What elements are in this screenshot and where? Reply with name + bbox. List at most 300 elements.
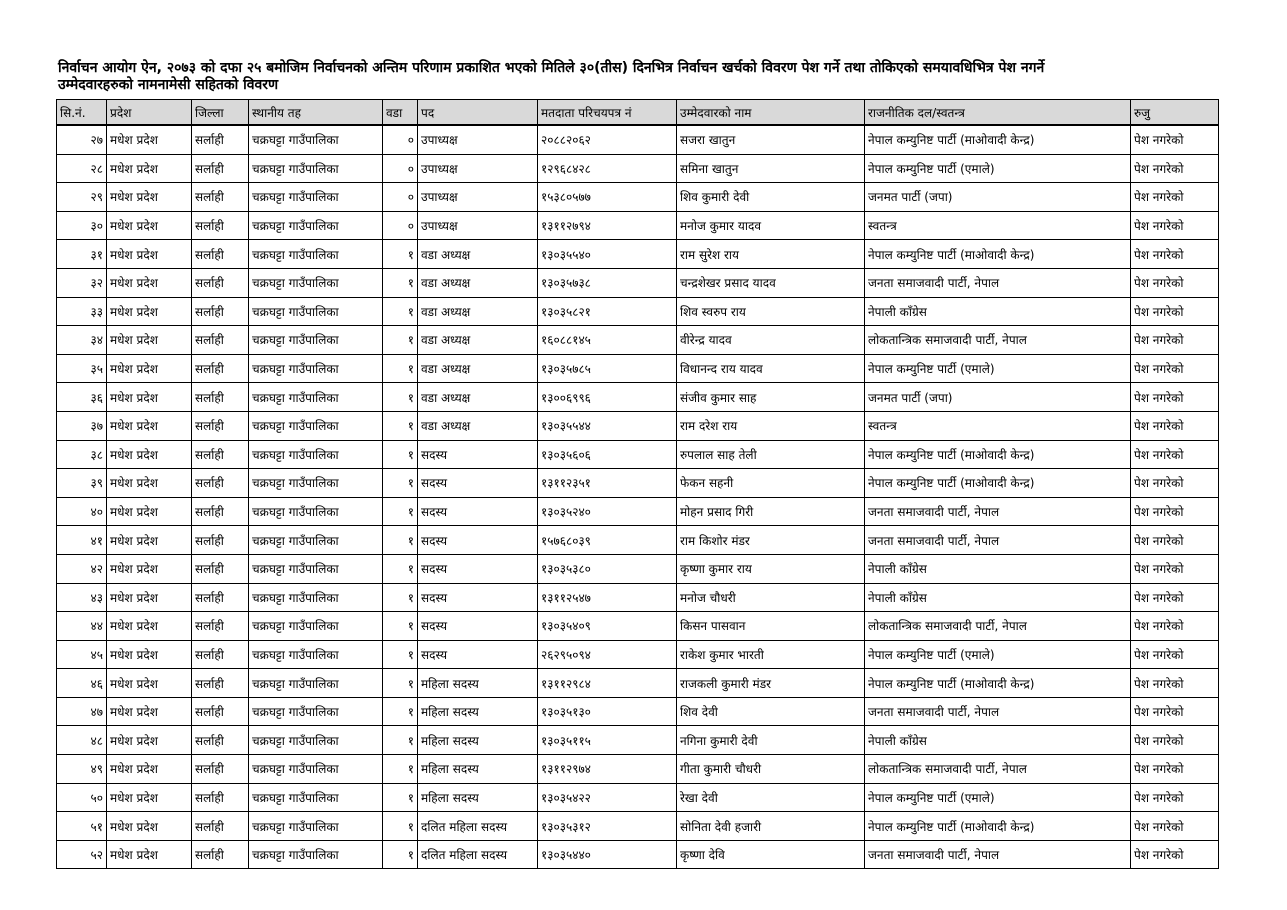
- cell-post: सदस्य: [418, 469, 538, 498]
- cell-voter-id: १५३८०५७७: [538, 183, 677, 212]
- cell-party: जनता समाजवादी पार्टी, नेपाल: [865, 840, 1131, 869]
- cell-post: वडा अध्यक्ष: [418, 354, 538, 383]
- cell-district: सर्लाही: [192, 812, 249, 841]
- cell-ward: १: [383, 840, 418, 869]
- cell-post: सदस्य: [418, 583, 538, 612]
- cell-party: लोकतान्त्रिक समाजवादी पार्टी, नेपाल: [865, 612, 1131, 641]
- cell-party: नेपाल कम्युनिष्ट पार्टी (एमाले): [865, 783, 1131, 812]
- cell-serial: ४५: [57, 640, 107, 669]
- cell-district: सर्लाही: [192, 383, 249, 412]
- cell-status: पेश नगरेको: [1131, 440, 1219, 469]
- cell-district: सर्लाही: [192, 755, 249, 784]
- table-row: [57, 125, 1219, 154]
- cell-local-level: चक्रघट्टा गाउँपालिका: [249, 469, 383, 498]
- cell-status: पेश नगरेको: [1131, 840, 1219, 869]
- cell-province: मधेश प्रदेश: [107, 154, 192, 183]
- cell-ward: १: [383, 469, 418, 498]
- cell-serial: ४३: [57, 583, 107, 612]
- cell-voter-id: १३११२५४७: [538, 583, 677, 612]
- cell-post: महिला सदस्य: [418, 726, 538, 755]
- table-row: [57, 669, 1219, 698]
- cell-party: नेपाल कम्युनिष्ट पार्टी (माओवादी केन्द्र): [865, 440, 1131, 469]
- cell-voter-id: १३०३५५४०: [538, 240, 677, 269]
- cell-province: मधेश प्रदेश: [107, 697, 192, 726]
- cell-local-level: चक्रघट्टा गाउँपालिका: [249, 554, 383, 583]
- cell-serial: ५०: [57, 783, 107, 812]
- cell-local-level: चक्रघट्टा गाउँपालिका: [249, 154, 383, 183]
- cell-local-level: चक्रघट्टा गाउँपालिका: [249, 812, 383, 841]
- cell-voter-id: २०८८२०६२: [538, 125, 677, 154]
- cell-local-level: चक्रघट्टा गाउँपालिका: [249, 268, 383, 297]
- cell-post: वडा अध्यक्ष: [418, 240, 538, 269]
- cell-local-level: चक्रघट्टा गाउँपालिका: [249, 583, 383, 612]
- cell-district: सर्लाही: [192, 840, 249, 869]
- cell-serial: ३६: [57, 383, 107, 412]
- cell-post: वडा अध्यक्ष: [418, 326, 538, 355]
- cell-status: पेश नगरेको: [1131, 497, 1219, 526]
- cell-ward: १: [383, 411, 418, 440]
- cell-party: लोकतान्त्रिक समाजवादी पार्टी, नेपाल: [865, 326, 1131, 355]
- cell-status: पेश नगरेको: [1131, 383, 1219, 412]
- cell-candidate-name: राम किशोर मंडर: [677, 526, 865, 555]
- cell-status: पेश नगरेको: [1131, 154, 1219, 183]
- cell-post: उपाध्यक्ष: [418, 154, 538, 183]
- table-row: [57, 211, 1219, 240]
- cell-status: पेश नगरेको: [1131, 125, 1219, 154]
- cell-status: पेश नगरेको: [1131, 526, 1219, 555]
- cell-candidate-name: चन्द्रशेखर प्रसाद यादव: [677, 268, 865, 297]
- cell-post: सदस्य: [418, 497, 538, 526]
- cell-post: सदस्य: [418, 640, 538, 669]
- cell-ward: १: [383, 383, 418, 412]
- cell-province: मधेश प्रदेश: [107, 440, 192, 469]
- cell-province: मधेश प्रदेश: [107, 526, 192, 555]
- col-header-ward: वडा: [383, 100, 418, 126]
- cell-party: नेपाल कम्युनिष्ट पार्टी (माओवादी केन्द्र): [865, 469, 1131, 498]
- cell-status: पेश नगरेको: [1131, 411, 1219, 440]
- table-row: [57, 612, 1219, 641]
- cell-ward: १: [383, 554, 418, 583]
- col-header-voter-id: मतदाता परिचयपत्र नं: [538, 100, 677, 126]
- cell-district: सर्लाही: [192, 354, 249, 383]
- cell-serial: ३५: [57, 354, 107, 383]
- cell-district: सर्लाही: [192, 726, 249, 755]
- cell-party: नेपाल कम्युनिष्ट पार्टी (माओवादी केन्द्र): [865, 812, 1131, 841]
- cell-party: नेपाली काँग्रेस: [865, 726, 1131, 755]
- cell-post: सदस्य: [418, 526, 538, 555]
- cell-party: लोकतान्त्रिक समाजवादी पार्टी, नेपाल: [865, 755, 1131, 784]
- table-row: [57, 812, 1219, 841]
- cell-serial: २९: [57, 183, 107, 212]
- cell-local-level: चक्रघट्टा गाउँपालिका: [249, 755, 383, 784]
- cell-status: पेश नगरेको: [1131, 783, 1219, 812]
- cell-voter-id: १३११२३५१: [538, 469, 677, 498]
- title-line-1: निर्वाचन आयोग ऐन, २०७३ को दफा २५ बमोजिम निर्वाचनको अन्तिम परिणाम प्रकाशित भएको मितिले ३०(तीस) दिनभित्र निर्वाचन खर्चको विवरण पेश गर्ने तथा तोकिएको समयावधिभित्र पेश नगर्ने: [58, 60, 1045, 76]
- cell-serial: ३९: [57, 469, 107, 498]
- cell-candidate-name: शिव देवी: [677, 697, 865, 726]
- cell-province: मधेश प्रदेश: [107, 211, 192, 240]
- cell-ward: १: [383, 583, 418, 612]
- cell-ward: १: [383, 669, 418, 698]
- cell-ward: ०: [383, 125, 418, 154]
- cell-local-level: चक्रघट्टा गाउँपालिका: [249, 726, 383, 755]
- cell-province: मधेश प्रदेश: [107, 268, 192, 297]
- cell-local-level: चक्रघट्टा गाउँपालिका: [249, 411, 383, 440]
- cell-candidate-name: नगिना कुमारी देवी: [677, 726, 865, 755]
- cell-candidate-name: कृष्णा कुमार राय: [677, 554, 865, 583]
- cell-status: पेश नगरेको: [1131, 583, 1219, 612]
- cell-party: जनता समाजवादी पार्टी, नेपाल: [865, 268, 1131, 297]
- cell-post: दलित महिला सदस्य: [418, 840, 538, 869]
- table-row: [57, 783, 1219, 812]
- cell-local-level: चक्रघट्टा गाउँपालिका: [249, 211, 383, 240]
- cell-post: उपाध्यक्ष: [418, 183, 538, 212]
- cell-local-level: चक्रघट्टा गाउँपालिका: [249, 440, 383, 469]
- cell-local-level: चक्रघट्टा गाउँपालिका: [249, 669, 383, 698]
- cell-voter-id: १३०३५२४०: [538, 497, 677, 526]
- cell-district: सर्लाही: [192, 783, 249, 812]
- cell-party: स्वतन्त्र: [865, 211, 1131, 240]
- cell-province: मधेश प्रदेश: [107, 469, 192, 498]
- cell-voter-id: १३०३५७३८: [538, 268, 677, 297]
- cell-ward: १: [383, 612, 418, 641]
- cell-status: पेश नगरेको: [1131, 697, 1219, 726]
- cell-voter-id: १३०३५१३०: [538, 697, 677, 726]
- cell-serial: ४१: [57, 526, 107, 555]
- cell-province: मधेश प्रदेश: [107, 497, 192, 526]
- cell-candidate-name: राजकली कुमारी मंडर: [677, 669, 865, 698]
- cell-district: सर्लाही: [192, 440, 249, 469]
- cell-candidate-name: गीता कुमारी चौधरी: [677, 755, 865, 784]
- cell-candidate-name: राकेश कुमार भारती: [677, 640, 865, 669]
- cell-serial: ३२: [57, 268, 107, 297]
- cell-ward: १: [383, 726, 418, 755]
- table-row: [57, 354, 1219, 383]
- cell-ward: १: [383, 497, 418, 526]
- cell-candidate-name: मोहन प्रसाद गिरी: [677, 497, 865, 526]
- cell-ward: ०: [383, 183, 418, 212]
- cell-party: नेपाल कम्युनिष्ट पार्टी (एमाले): [865, 354, 1131, 383]
- cell-local-level: चक्रघट्टा गाउँपालिका: [249, 612, 383, 641]
- cell-post: वडा अध्यक्ष: [418, 297, 538, 326]
- cell-candidate-name: शिव स्वरुप राय: [677, 297, 865, 326]
- cell-district: सर्लाही: [192, 583, 249, 612]
- cell-ward: १: [383, 697, 418, 726]
- cell-candidate-name: रुपलाल साह तेली: [677, 440, 865, 469]
- cell-party: जनता समाजवादी पार्टी, नेपाल: [865, 497, 1131, 526]
- cell-status: पेश नगरेको: [1131, 240, 1219, 269]
- cell-voter-id: १३११२७९४: [538, 211, 677, 240]
- cell-post: वडा अध्यक्ष: [418, 411, 538, 440]
- cell-candidate-name: समिना खातुन: [677, 154, 865, 183]
- cell-party: नेपाली काँग्रेस: [865, 583, 1131, 612]
- cell-candidate-name: राम दरेश राय: [677, 411, 865, 440]
- cell-party: जनमत पार्टी (जपा): [865, 183, 1131, 212]
- col-header-candidate-name: उम्मेदवारको नाम: [677, 100, 865, 126]
- cell-status: पेश नगरेको: [1131, 211, 1219, 240]
- cell-status: पेश नगरेको: [1131, 326, 1219, 355]
- table-row: [57, 497, 1219, 526]
- cell-voter-id: १५७६८०३९: [538, 526, 677, 555]
- cell-province: मधेश प्रदेश: [107, 783, 192, 812]
- cell-status: पेश नगरेको: [1131, 755, 1219, 784]
- table-row: [57, 640, 1219, 669]
- cell-status: पेश नगरेको: [1131, 469, 1219, 498]
- cell-district: सर्लाही: [192, 211, 249, 240]
- cell-province: मधेश प्रदेश: [107, 411, 192, 440]
- cell-province: मधेश प्रदेश: [107, 554, 192, 583]
- cell-post: महिला सदस्य: [418, 755, 538, 784]
- cell-ward: १: [383, 526, 418, 555]
- cell-district: सर्लाही: [192, 554, 249, 583]
- cell-district: सर्लाही: [192, 326, 249, 355]
- cell-district: सर्लाही: [192, 469, 249, 498]
- cell-party: नेपाल कम्युनिष्ट पार्टी (एमाले): [865, 640, 1131, 669]
- cell-post: महिला सदस्य: [418, 669, 538, 698]
- cell-serial: ३७: [57, 411, 107, 440]
- cell-candidate-name: कृष्णा देवि: [677, 840, 865, 869]
- table-row: [57, 726, 1219, 755]
- cell-status: पेश नगरेको: [1131, 726, 1219, 755]
- cell-province: मधेश प्रदेश: [107, 840, 192, 869]
- cell-ward: १: [383, 268, 418, 297]
- col-header-party: राजनीतिक दल/स्वतन्त्र: [865, 100, 1131, 126]
- cell-serial: ५२: [57, 840, 107, 869]
- cell-voter-id: १२९६८४२८: [538, 154, 677, 183]
- cell-province: मधेश प्रदेश: [107, 669, 192, 698]
- cell-voter-id: १३०३५४०९: [538, 612, 677, 641]
- col-header-local-level: स्थानीय तह: [249, 100, 383, 126]
- cell-ward: १: [383, 812, 418, 841]
- cell-serial: ४९: [57, 755, 107, 784]
- cell-local-level: चक्रघट्टा गाउँपालिका: [249, 383, 383, 412]
- cell-candidate-name: राम सुरेश राय: [677, 240, 865, 269]
- cell-ward: १: [383, 440, 418, 469]
- cell-district: सर्लाही: [192, 640, 249, 669]
- cell-candidate-name: विधानन्द राय यादव: [677, 354, 865, 383]
- cell-serial: २७: [57, 125, 107, 154]
- cell-serial: ४२: [57, 554, 107, 583]
- cell-ward: १: [383, 640, 418, 669]
- cell-post: वडा अध्यक्ष: [418, 268, 538, 297]
- cell-serial: ३३: [57, 297, 107, 326]
- cell-ward: १: [383, 783, 418, 812]
- cell-candidate-name: शिव कुमारी देवी: [677, 183, 865, 212]
- cell-party: स्वतन्त्र: [865, 411, 1131, 440]
- cell-voter-id: २६२९५०९४: [538, 640, 677, 669]
- cell-party: जनता समाजवादी पार्टी, नेपाल: [865, 526, 1131, 555]
- cell-province: मधेश प्रदेश: [107, 125, 192, 154]
- cell-province: मधेश प्रदेश: [107, 755, 192, 784]
- cell-voter-id: १३०३५११५: [538, 726, 677, 755]
- table-row: [57, 526, 1219, 555]
- cell-voter-id: १३११२९८४: [538, 669, 677, 698]
- cell-voter-id: १३०३५३१२: [538, 812, 677, 841]
- cell-candidate-name: किसन पासवान: [677, 612, 865, 641]
- cell-district: सर्लाही: [192, 154, 249, 183]
- cell-serial: ३८: [57, 440, 107, 469]
- cell-ward: १: [383, 755, 418, 784]
- cell-status: पेश नगरेको: [1131, 354, 1219, 383]
- cell-serial: ४६: [57, 669, 107, 698]
- table-row: [57, 297, 1219, 326]
- cell-local-level: चक्रघट्टा गाउँपालिका: [249, 697, 383, 726]
- table-row: [57, 268, 1219, 297]
- cell-local-level: चक्रघट्टा गाउँपालिका: [249, 240, 383, 269]
- table-row: [57, 154, 1219, 183]
- cell-voter-id: १३०३५५४४: [538, 411, 677, 440]
- cell-local-level: चक्रघट्टा गाउँपालिका: [249, 783, 383, 812]
- cell-province: मधेश प्रदेश: [107, 183, 192, 212]
- cell-local-level: चक्रघट्टा गाउँपालिका: [249, 326, 383, 355]
- cell-local-level: चक्रघट्टा गाउँपालिका: [249, 840, 383, 869]
- cell-district: सर्लाही: [192, 526, 249, 555]
- cell-status: पेश नगरेको: [1131, 640, 1219, 669]
- candidate-table: [56, 99, 1219, 869]
- cell-ward: १: [383, 354, 418, 383]
- cell-candidate-name: मनोज कुमार यादव: [677, 211, 865, 240]
- cell-ward: १: [383, 297, 418, 326]
- cell-status: पेश नगरेको: [1131, 612, 1219, 641]
- cell-voter-id: १३०३५४२२: [538, 783, 677, 812]
- cell-province: मधेश प्रदेश: [107, 240, 192, 269]
- cell-voter-id: १३०३५३८०: [538, 554, 677, 583]
- cell-status: पेश नगरेको: [1131, 669, 1219, 698]
- table-row: [57, 755, 1219, 784]
- cell-district: सर्लाही: [192, 125, 249, 154]
- cell-voter-id: १६०८८१४५: [538, 326, 677, 355]
- cell-local-level: चक्रघट्टा गाउँपालिका: [249, 354, 383, 383]
- cell-province: मधेश प्रदेश: [107, 812, 192, 841]
- cell-voter-id: १३११२९७४: [538, 755, 677, 784]
- cell-serial: ४४: [57, 612, 107, 641]
- cell-serial: ४७: [57, 697, 107, 726]
- cell-party: नेपाल कम्युनिष्ट पार्टी (माओवादी केन्द्र): [865, 240, 1131, 269]
- cell-province: मधेश प्रदेश: [107, 326, 192, 355]
- cell-candidate-name: संजीव कुमार साह: [677, 383, 865, 412]
- cell-district: सर्लाही: [192, 240, 249, 269]
- cell-district: सर्लाही: [192, 183, 249, 212]
- cell-local-level: चक्रघट्टा गाउँपालिका: [249, 183, 383, 212]
- cell-serial: २८: [57, 154, 107, 183]
- cell-serial: ३४: [57, 326, 107, 355]
- cell-post: महिला सदस्य: [418, 783, 538, 812]
- table-row: [57, 840, 1219, 869]
- cell-ward: १: [383, 326, 418, 355]
- cell-party: नेपाली काँग्रेस: [865, 554, 1131, 583]
- cell-candidate-name: फेकन सहनी: [677, 469, 865, 498]
- cell-post: उपाध्यक्ष: [418, 125, 538, 154]
- cell-post: उपाध्यक्ष: [418, 211, 538, 240]
- cell-serial: ३१: [57, 240, 107, 269]
- table-row: [57, 469, 1219, 498]
- cell-serial: ५१: [57, 812, 107, 841]
- table-row: [57, 183, 1219, 212]
- cell-status: पेश नगरेको: [1131, 183, 1219, 212]
- table-row: [57, 554, 1219, 583]
- cell-candidate-name: वीरेन्द्र यादव: [677, 326, 865, 355]
- col-header-province: प्रदेश: [107, 100, 192, 126]
- table-row: [57, 326, 1219, 355]
- cell-post: सदस्य: [418, 554, 538, 583]
- cell-voter-id: १३०३५८२१: [538, 297, 677, 326]
- cell-serial: ४०: [57, 497, 107, 526]
- table-row: [57, 383, 1219, 412]
- cell-district: सर्लाही: [192, 411, 249, 440]
- cell-local-level: चक्रघट्टा गाउँपालिका: [249, 297, 383, 326]
- cell-ward: ०: [383, 211, 418, 240]
- cell-party: नेपाल कम्युनिष्ट पार्टी (एमाले): [865, 154, 1131, 183]
- cell-party: नेपाल कम्युनिष्ट पार्टी (माओवादी केन्द्र): [865, 669, 1131, 698]
- cell-candidate-name: सोनिता देवी हजारी: [677, 812, 865, 841]
- cell-post: सदस्य: [418, 440, 538, 469]
- cell-candidate-name: सजरा खातुन: [677, 125, 865, 154]
- cell-ward: १: [383, 240, 418, 269]
- cell-voter-id: १३०३५७८५: [538, 354, 677, 383]
- cell-district: सर्लाही: [192, 669, 249, 698]
- col-header-post: पद: [418, 100, 538, 126]
- cell-post: दलित महिला सदस्य: [418, 812, 538, 841]
- cell-candidate-name: मनोज चौधरी: [677, 583, 865, 612]
- cell-serial: ३०: [57, 211, 107, 240]
- cell-party: नेपाली काँग्रेस: [865, 297, 1131, 326]
- cell-voter-id: १३०३५६०६: [538, 440, 677, 469]
- cell-post: महिला सदस्य: [418, 697, 538, 726]
- cell-candidate-name: रेखा देवी: [677, 783, 865, 812]
- cell-ward: ०: [383, 154, 418, 183]
- cell-district: सर्लाही: [192, 497, 249, 526]
- cell-province: मधेश प्रदेश: [107, 383, 192, 412]
- col-header-serial: सि.नं.: [57, 100, 107, 126]
- cell-district: सर्लाही: [192, 697, 249, 726]
- cell-local-level: चक्रघट्टा गाउँपालिका: [249, 526, 383, 555]
- cell-status: पेश नगरेको: [1131, 268, 1219, 297]
- cell-serial: ४८: [57, 726, 107, 755]
- cell-province: मधेश प्रदेश: [107, 354, 192, 383]
- cell-local-level: चक्रघट्टा गाउँपालिका: [249, 497, 383, 526]
- cell-local-level: चक्रघट्टा गाउँपालिका: [249, 125, 383, 154]
- col-header-district: जिल्ला: [192, 100, 249, 126]
- cell-district: सर्लाही: [192, 297, 249, 326]
- cell-district: सर्लाही: [192, 612, 249, 641]
- cell-province: मधेश प्रदेश: [107, 640, 192, 669]
- cell-voter-id: १३००६९९६: [538, 383, 677, 412]
- page-title: [58, 60, 1223, 94]
- table-row: [57, 583, 1219, 612]
- table-row: [57, 440, 1219, 469]
- table-row: [57, 411, 1219, 440]
- cell-party: जनता समाजवादी पार्टी, नेपाल: [865, 697, 1131, 726]
- cell-province: मधेश प्रदेश: [107, 583, 192, 612]
- cell-status: पेश नगरेको: [1131, 812, 1219, 841]
- cell-party: नेपाल कम्युनिष्ट पार्टी (माओवादी केन्द्र): [865, 125, 1131, 154]
- cell-local-level: चक्रघट्टा गाउँपालिका: [249, 640, 383, 669]
- table-header-row: [57, 100, 1219, 126]
- cell-post: सदस्य: [418, 612, 538, 641]
- cell-party: जनमत पार्टी (जपा): [865, 383, 1131, 412]
- table-row: [57, 697, 1219, 726]
- cell-status: पेश नगरेको: [1131, 554, 1219, 583]
- cell-post: वडा अध्यक्ष: [418, 383, 538, 412]
- table-row: [57, 240, 1219, 269]
- cell-province: मधेश प्रदेश: [107, 297, 192, 326]
- cell-province: मधेश प्रदेश: [107, 726, 192, 755]
- cell-voter-id: १३०३५४४०: [538, 840, 677, 869]
- cell-province: मधेश प्रदेश: [107, 612, 192, 641]
- title-line-2: उम्मेदवारहरुको नामनामेसी सहितको विवरण: [58, 77, 279, 93]
- cell-status: पेश नगरेको: [1131, 297, 1219, 326]
- cell-district: सर्लाही: [192, 268, 249, 297]
